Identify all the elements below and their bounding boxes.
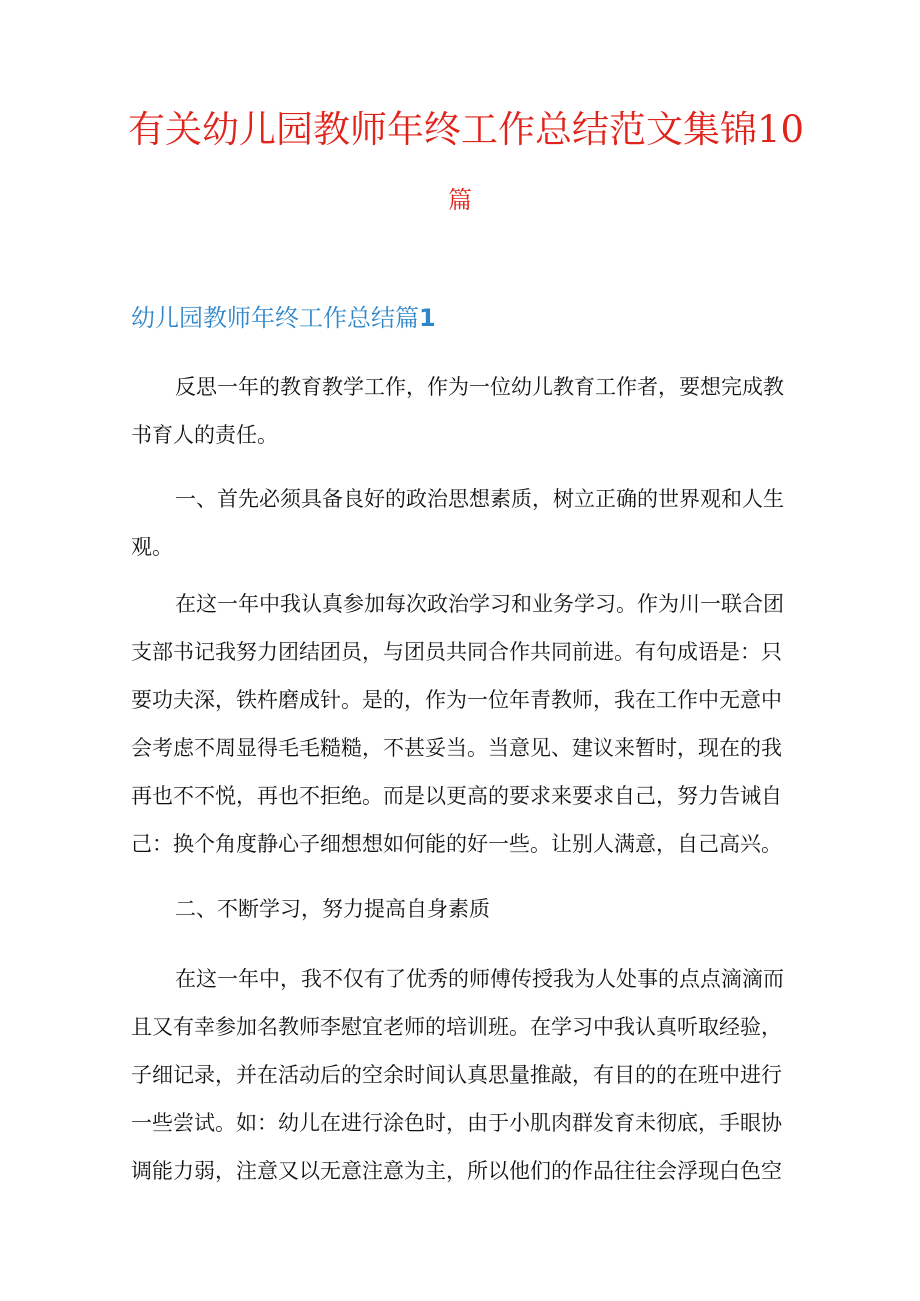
- paragraph-line: 支部书记我努力团结团员，与团员共同合作共同前进。有句成语是：只: [131, 640, 782, 664]
- paragraph-3: [131, 580, 811, 868]
- section-heading-text: 幼儿园教师年终工作总结篇: [131, 304, 419, 332]
- paragraph-line: 在这一年中，我不仅有了优秀的师傅传授我为人处事的点点滴滴而: [175, 967, 784, 991]
- paragraph-line: 再也不不悦，再也不拒绝。而是以更高的要求来要求自己，努力告诫自: [131, 784, 782, 808]
- paragraph-line: 会考虑不周显得毛毛糙糙，不甚妥当。当意见、建议来暂时，现在的我: [131, 736, 782, 760]
- paragraph-5: [131, 955, 811, 1195]
- paragraph-line: 一、首先必须具备良好的政治思想素质，树立正确的世界观和人生: [175, 487, 784, 511]
- paragraph-line: 子细记录，并在活动后的空余时间认真思量推敲，有目的的在班中进行: [131, 1063, 782, 1087]
- paragraph-line: 观。: [131, 535, 173, 559]
- paragraph-1: [131, 363, 811, 459]
- paragraph-line: 书育人的责任。: [131, 423, 278, 447]
- document-title-continued: 篇: [448, 186, 472, 214]
- paragraph-line: 要功夫深，铁杵磨成针。是的，作为一位年青教师，我在工作中无意中: [131, 688, 782, 712]
- paragraph-line: 反思一年的教育教学工作，作为一位幼儿教育工作者，要想完成教: [175, 375, 784, 399]
- paragraph-line: 己：换个角度静心子细想想如何能的好一些。让别人满意，自己高兴。: [131, 832, 782, 856]
- paragraph-line: 且又有幸参加名教师李慰宜老师的培训班。在学习中我认真听取经验，: [131, 1015, 782, 1039]
- paragraph-line: 在这一年中我认真参加每次政治学习和业务学习。作为川一联合团: [175, 592, 784, 616]
- section-heading: [131, 300, 436, 336]
- paragraph-4: [131, 885, 811, 933]
- paragraph-2: [131, 475, 811, 571]
- paragraph-line: 二、不断学习，努力提高自身素质: [175, 897, 490, 921]
- document-title: 有关幼儿园教师年终工作总结范文集锦10: [128, 108, 805, 151]
- paragraph-line: 一些尝试。如：幼儿在进行涂色时，由于小肌肉群发育未彻底，手眼协: [131, 1111, 782, 1135]
- paragraph-line: 调能力弱，注意又以无意注意为主，所以他们的作品往往会浮现白色空: [131, 1159, 782, 1183]
- section-heading-number: 1: [419, 304, 436, 332]
